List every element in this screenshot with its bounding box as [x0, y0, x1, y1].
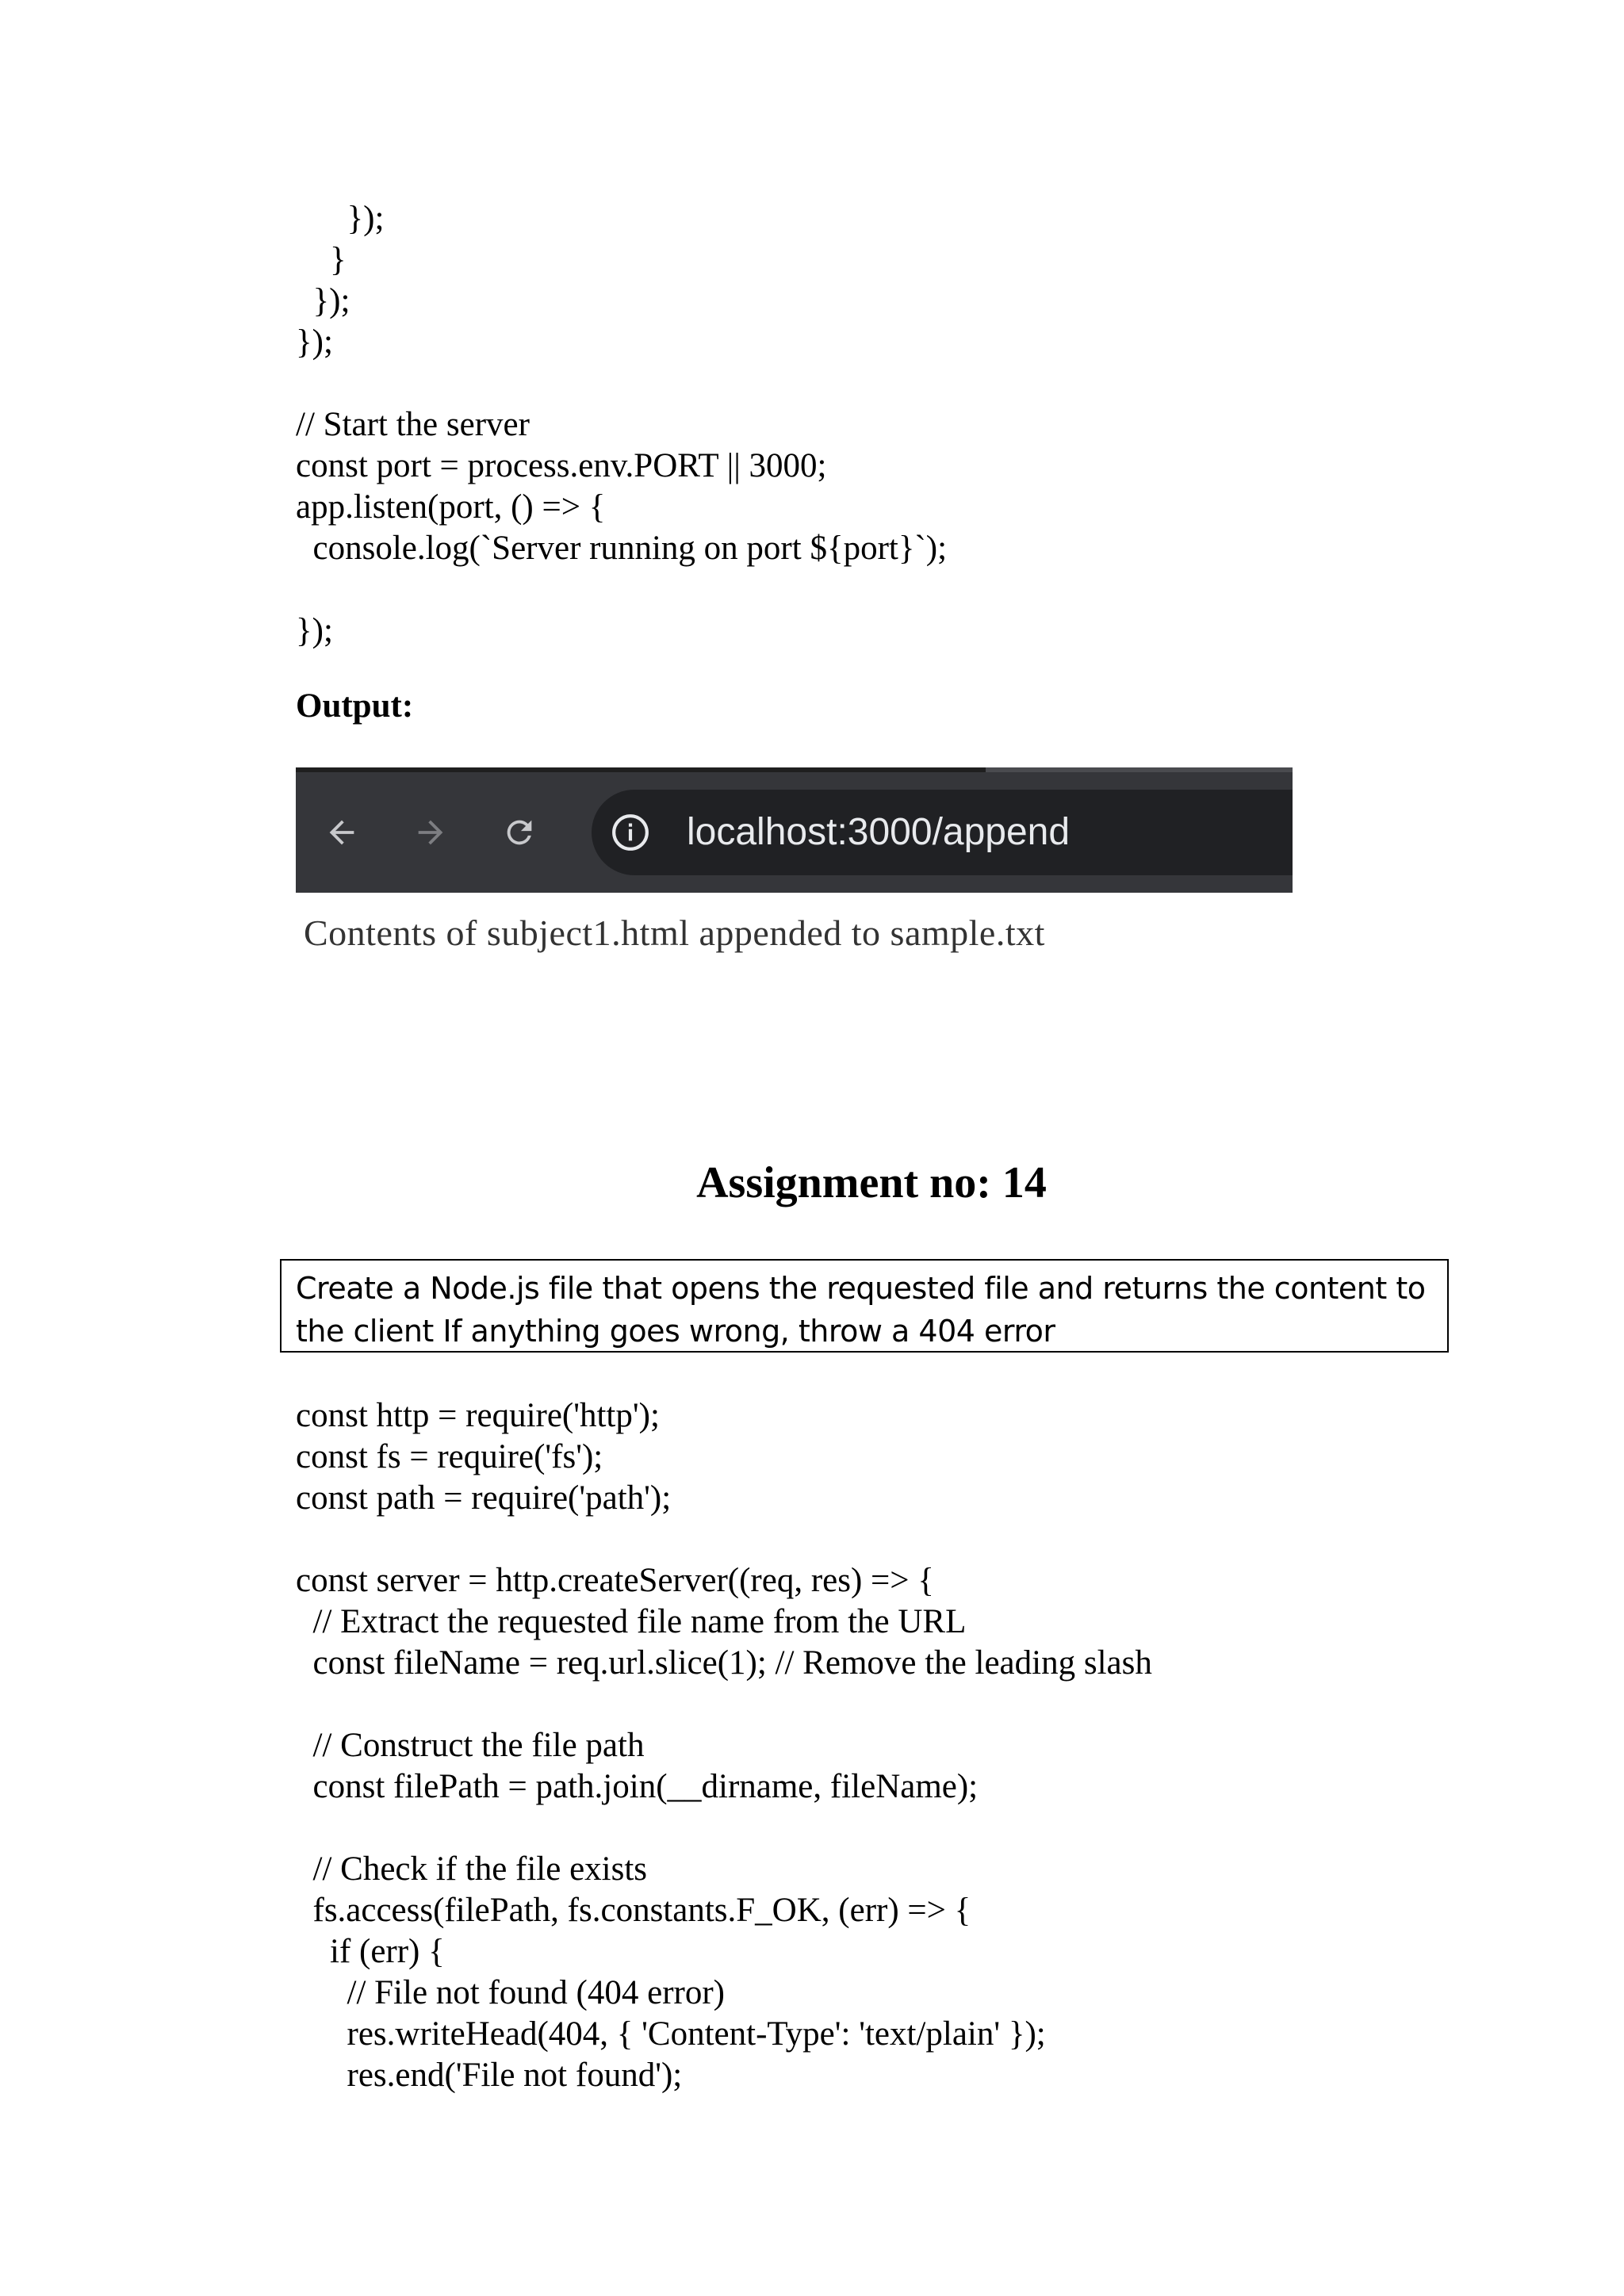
code-line: }); — [296, 323, 333, 361]
code-line: res.writeHead(404, { 'Content-Type': 'text/plain' }); — [296, 2015, 1046, 2053]
tab-strip-edge — [986, 767, 1293, 772]
code-line: }); — [296, 200, 385, 237]
code-line: // File not found (404 error) — [296, 1974, 725, 2011]
code-line: }); — [296, 282, 350, 320]
info-icon[interactable] — [611, 813, 650, 852]
arrow-left-icon[interactable] — [314, 772, 370, 893]
code-line: const fs = require('fs'); — [296, 1438, 603, 1475]
code-line: const http = require('http'); — [296, 1397, 660, 1434]
code-line: if (err) { — [296, 1933, 445, 1970]
reload-icon[interactable] — [492, 772, 547, 893]
code-line: // Start the server — [296, 406, 530, 443]
code-line: // Construct the file path — [296, 1727, 645, 1764]
task-box — [280, 1259, 1449, 1353]
code-line: fs.access(filePath, fs.constants.F_OK, (err) => { — [296, 1892, 971, 1929]
task-text: Create a Node.js file that opens the requested file and returns the content to the client If anything goes wrong, throw a 404 error — [296, 1271, 1426, 1349]
code-line: const port = process.env.PORT || 3000; — [296, 447, 827, 484]
code-line: } — [296, 241, 347, 278]
address-bar[interactable] — [592, 790, 1293, 875]
code-line: // Check if the file exists — [296, 1850, 648, 1888]
code-line: const filePath = path.join(__dirname, fileName); — [296, 1768, 979, 1805]
assignment-title: Assignment no: 14 — [696, 1158, 1047, 1207]
browser-page-text: Contents of subject1.html appended to sample.txt — [304, 913, 1045, 953]
code-line: const path = require('path'); — [296, 1479, 672, 1517]
code-line: const server = http.createServer((req, res) => { — [296, 1562, 934, 1599]
code-line: }); — [296, 612, 333, 649]
code-line: console.log(`Server running on port ${port}`); — [296, 530, 948, 567]
browser-toolbar — [296, 767, 1293, 893]
arrow-right-icon[interactable] — [403, 772, 458, 893]
url-text[interactable]: localhost:3000/append — [687, 811, 1071, 853]
code-line: const fileName = req.url.slice(1); // Remove the leading slash — [296, 1644, 1152, 1682]
code-line: // Extract the requested file name from the URL — [296, 1603, 967, 1640]
code-line: res.end('File not found'); — [296, 2057, 683, 2094]
output-heading: Output: — [296, 687, 414, 725]
code-line: app.listen(port, () => { — [296, 488, 606, 526]
